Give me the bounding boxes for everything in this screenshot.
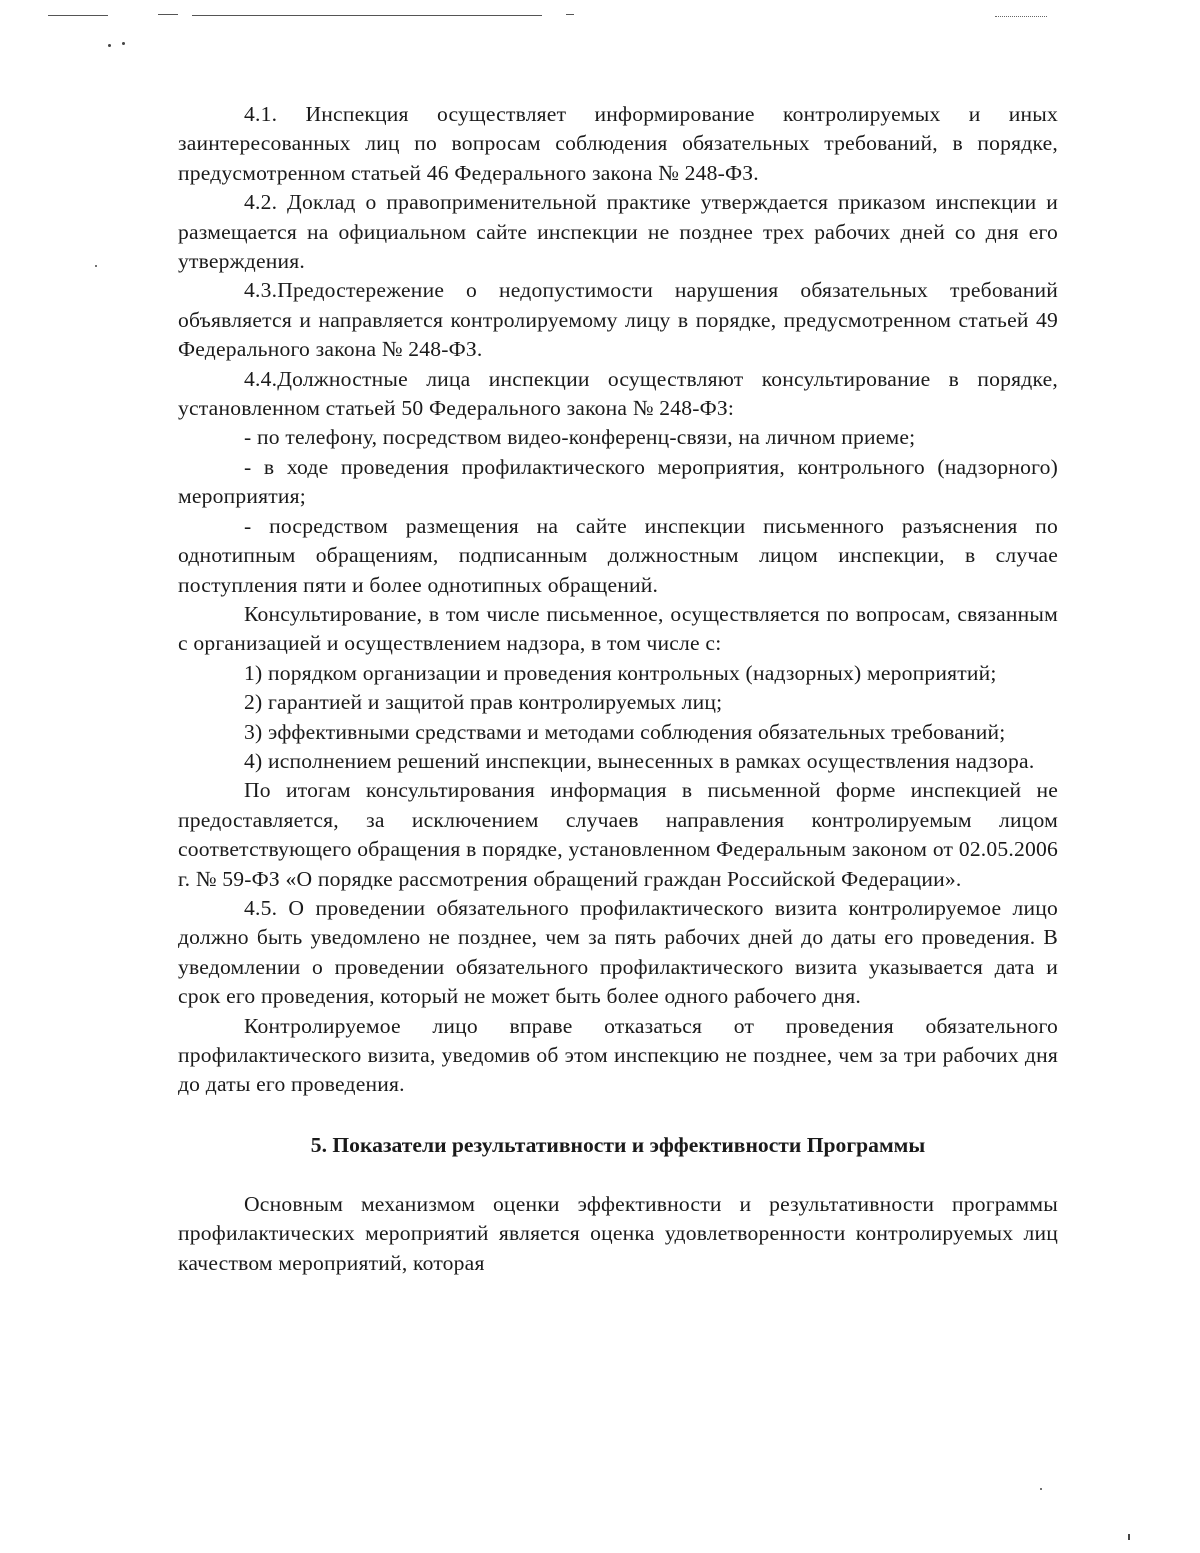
list-item-3: 3) эффективными средствами и методами соблюдения обязательных требований; (244, 719, 1006, 744)
scan-artifact-line (48, 15, 108, 16)
list-item-website-clarification: - посредством размещения на сайте инспекции письменного разъяснения по однотипным обращениям, подписанным должностным лицом инспекции, в случае поступления пяти и более однотипных обращений. (178, 513, 1058, 597)
scan-artifact-speck (1128, 1534, 1130, 1540)
paragraph-consulting: Консультирование, в том числе письменное, осуществляется по вопросам, связанным с организацией и осуществлением надзора, в том числе с: (178, 601, 1058, 656)
paragraph-refusal: Контролируемое лицо вправе отказаться от проведения обязательного профилактического визита, уведомив об этом инспекцию не позднее, чем за три рабочих дня до даты его проведения. (178, 1013, 1058, 1097)
list-item-phone: - по телефону, посредством видео-конференц-связи, на личном приеме; (244, 425, 916, 450)
list-item-2: 2) гарантией и защитой прав контролируемых лиц; (244, 690, 723, 715)
paragraph-4-2: 4.2. Доклад о правоприменительной практике утверждается приказом инспекции и размещается на официальном сайте инспекции не позднее трех рабочих дней со дня его утверждения. (178, 190, 1058, 274)
list-item-4: 4) исполнением решений инспекции, вынесенных в рамках осуществления надзора. (244, 748, 1035, 773)
document-body (178, 100, 1058, 1278)
scan-artifact-speck (122, 42, 125, 45)
list-item-preventive-event: - в ходе проведения профилактического мероприятия, контрольного (надзорного) мероприятия; (178, 454, 1058, 509)
paragraph-4-4: 4.4.Должностные лица инспекции осуществляют консультирование в порядке, установленном статьей 50 Федерального закона № 248-ФЗ: (178, 366, 1058, 421)
scan-artifact-line (158, 14, 178, 15)
paragraph-4-5: 4.5. О проведении обязательного профилактического визита контролируемое лицо должно быть уведомлено не позднее, чем за пять рабочих дней до даты его проведения. В уведомлении о проведении обязательного профилактического визита указывается дата и срок его проведения, который не может быть более одного рабочего дня. (178, 895, 1058, 1009)
paragraph-4-3: 4.3.Предостережение о недопустимости нарушения обязательных требований объявляется и направляется контролируемому лицу в порядке, предусмотренном статьей 49 Федерального закона № 248-ФЗ. (178, 278, 1058, 362)
paragraph-evaluation: Основным механизмом оценки эффективности и результативности программы профилактических мероприятий является оценка удовлетворенности контролируемых лиц качеством мероприятий, которая (178, 1191, 1058, 1275)
paragraph-consulting-results: По итогам консультирования информация в письменной форме инспекцией не предоставляется, за исключением случаев направления контролируемым лицом соответствующего обращения в порядке, установленном Федеральным законом от 02.05.2006 г. № 59-ФЗ «О порядке рассмотрения обращений граждан Российской Федерации». (178, 778, 1058, 891)
scan-artifact-dots (995, 16, 1047, 17)
scan-artifact-line (192, 15, 542, 16)
paragraph-4-1: 4.1. Инспекция осуществляет информирование контролируемых и иных заинтересованных лиц по вопросам соблюдения обязательных требований, в порядке, предусмотренном статьей 46 Федерального закона № 248-ФЗ. (178, 102, 1058, 185)
scan-artifact-speck (108, 44, 111, 47)
scan-artifact-line (566, 14, 574, 15)
scan-artifact-speck (1040, 1488, 1042, 1490)
section-heading-5: 5. Показатели результативности и эффективности Программы (310, 1132, 926, 1157)
scan-artifact-speck (95, 265, 97, 267)
list-item-1: 1) порядком организации и проведения контрольных (надзорных) мероприятий; (244, 660, 997, 685)
